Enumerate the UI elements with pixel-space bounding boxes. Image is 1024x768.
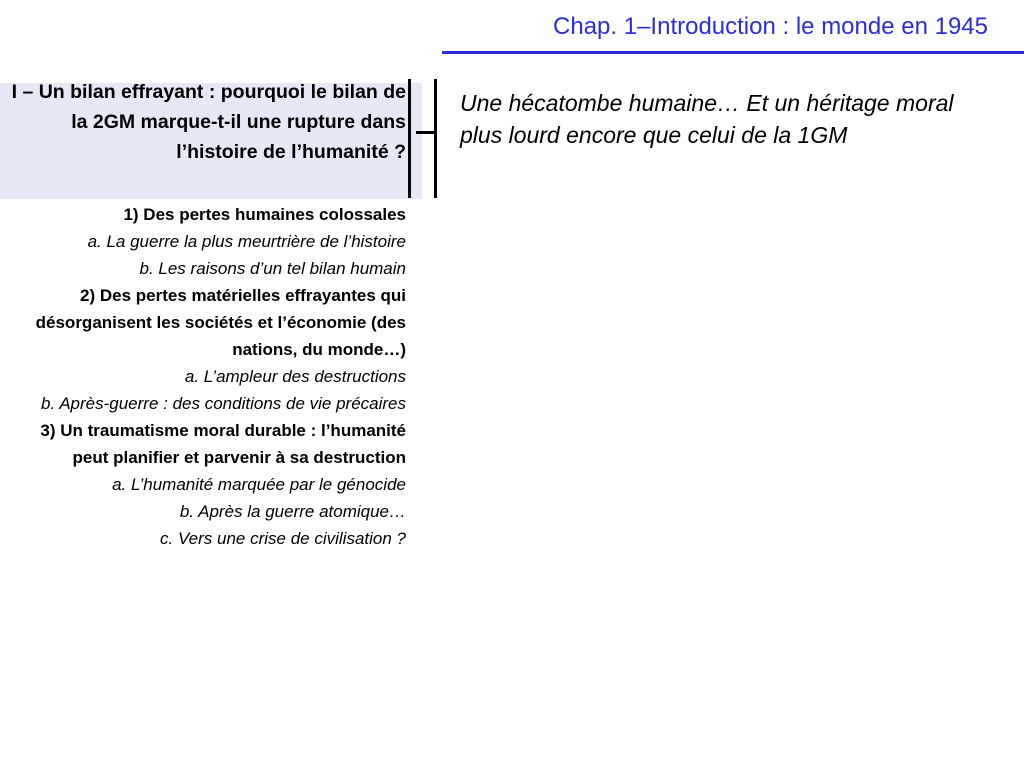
outline-item-2: 2) Des pertes matérielles effrayantes qui désorganisent les sociétés et l’économie (des nations, du monde…) — [35, 286, 406, 359]
slide-title: Chap. 1–Introduction : le monde en 1945 — [553, 13, 988, 40]
outline-list — [26, 201, 406, 552]
outline-item-3: 3) Un traumatisme moral durable : l’humanité peut planifier et parvenir à sa destruction — [40, 421, 406, 467]
title-underline — [442, 51, 1024, 54]
outline-item-3b: b. Après la guerre atomique… — [179, 502, 406, 521]
outline-item-1a: a. La guerre la plus meurtrière de l’histoire — [87, 232, 406, 251]
outline-item-3a: a. L’humanité marquée par le génocide — [112, 475, 406, 494]
section-question: I – Un bilan effrayant : pourquoi le bilan de la 2GM marque-t-il une rupture dans l’histoire de l’humanité ? — [11, 81, 406, 163]
outline-item-1: 1) Des pertes humaines colossales — [123, 205, 406, 224]
bracket-connector — [416, 131, 437, 134]
commentary-text: Une hécatombe humaine… Et un héritage moral plus lourd encore que celui de la 1GM — [460, 90, 954, 148]
outline-item-1b: b. Les raisons d’un tel bilan humain — [139, 259, 406, 278]
outline-item-2a: a. L’ampleur des destructions — [184, 367, 406, 386]
bracket-left-bar — [408, 79, 411, 198]
bracket-right-bar — [434, 79, 437, 198]
outline-item-3c: c. Vers une crise de civilisation ? — [160, 529, 406, 548]
outline-item-2b: b. Après-guerre : des conditions de vie précaires — [40, 394, 406, 413]
